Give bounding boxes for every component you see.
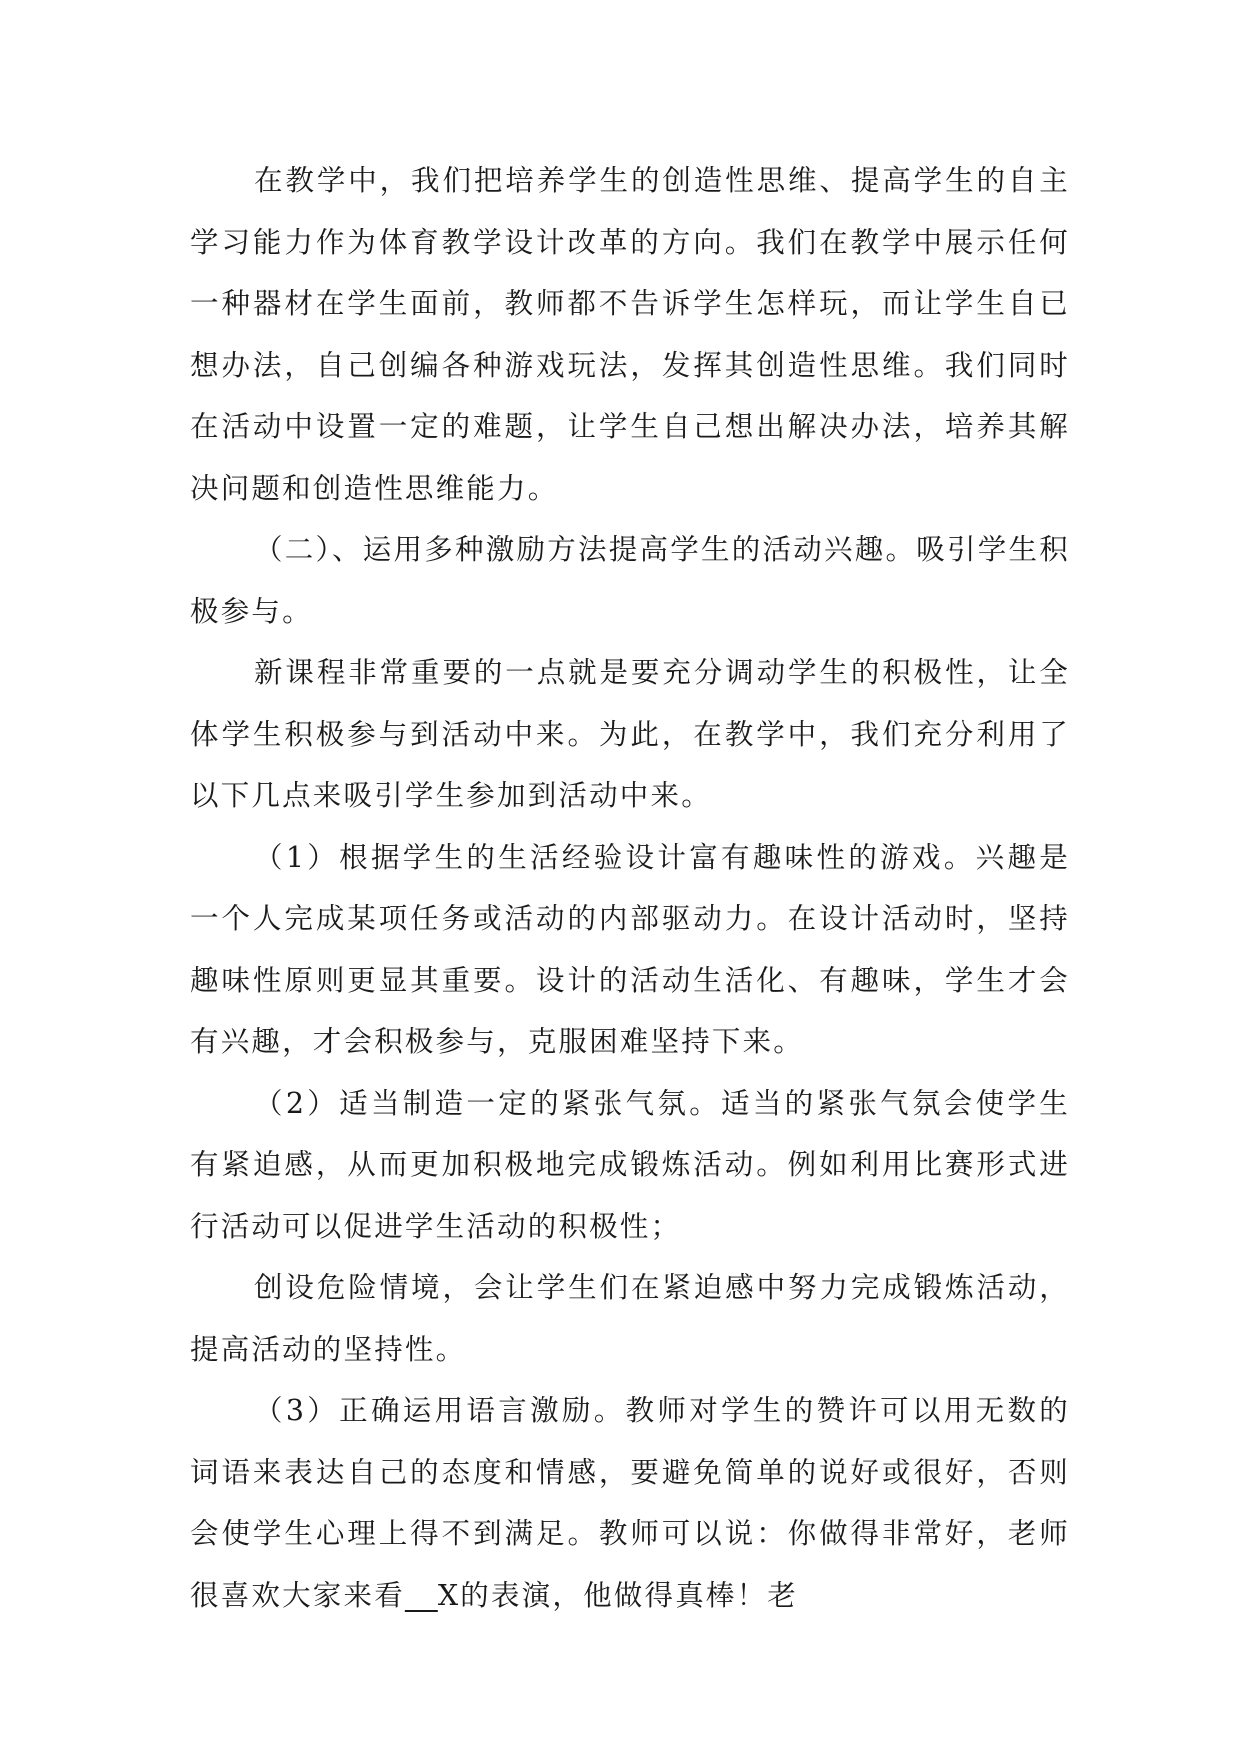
section-heading-motivation: （二）、运用多种激励方法提高学生的活动兴趣。吸引学生积极参与。 [190,533,1070,628]
list-item-2-tension: （2）适当制造一定的紧张气氛。适当的紧张气氛会使学生有紧迫感，从而更加积极地完成锻炼活动。例如利用比赛形式进行活动可以促进学生活动的积极性； [190,1086,1070,1243]
praise-text-after: X的表演，他做得真棒！老 [437,1578,799,1612]
praise-text-before: （3）正确运用语言激励。教师对学生的赞许可以用无数的词语来表达自己的态度和情感，要避免简单的说好或很好，否则会使学生心理上得不到满足。教师可以说：你做得非常好，老师很喜欢大家来看 [190,1394,1070,1612]
paragraph-creative-thinking: 在教学中，我们把培养学生的创造性思维、提高学生的自主学习能力作为体育教学设计改革的方向。我们在教学中展示任何一种器材在学生面前，教师都不告诉学生怎样玩，而让学生自已想办法，自己创编各种游戏玩法，发挥其创造性思维。我们同时在活动中设置一定的难题，让学生自己想出解决办法，培养其解决问题和创造性思维能力。 [190,164,1070,505]
paragraph-new-curriculum: 新课程非常重要的一点就是要充分调动学生的积极性，让全体学生积极参与到活动中来。为此，在教学中，我们充分利用了以下几点来吸引学生参加到活动中来。 [190,656,1070,812]
name-blank-placeholder: __ [404,1578,438,1612]
document-page [190,150,1070,1626]
list-item-3-verbal-praise [190,1380,1070,1626]
list-item-1-fun-games: （1）根据学生的生活经验设计富有趣味性的游戏。兴趣是一个人完成某项任务或活动的内部驱动力。在设计活动时，坚持趣味性原则更显其重要。设计的活动生活化、有趣味，学生才会有兴趣，才会积极参与，克服困难坚持下来。 [190,840,1070,1058]
paragraph-danger-scenario: 创设危险情境，会让学生们在紧迫感中努力完成锻炼活动，提高活动的坚持性。 [190,1271,1070,1366]
